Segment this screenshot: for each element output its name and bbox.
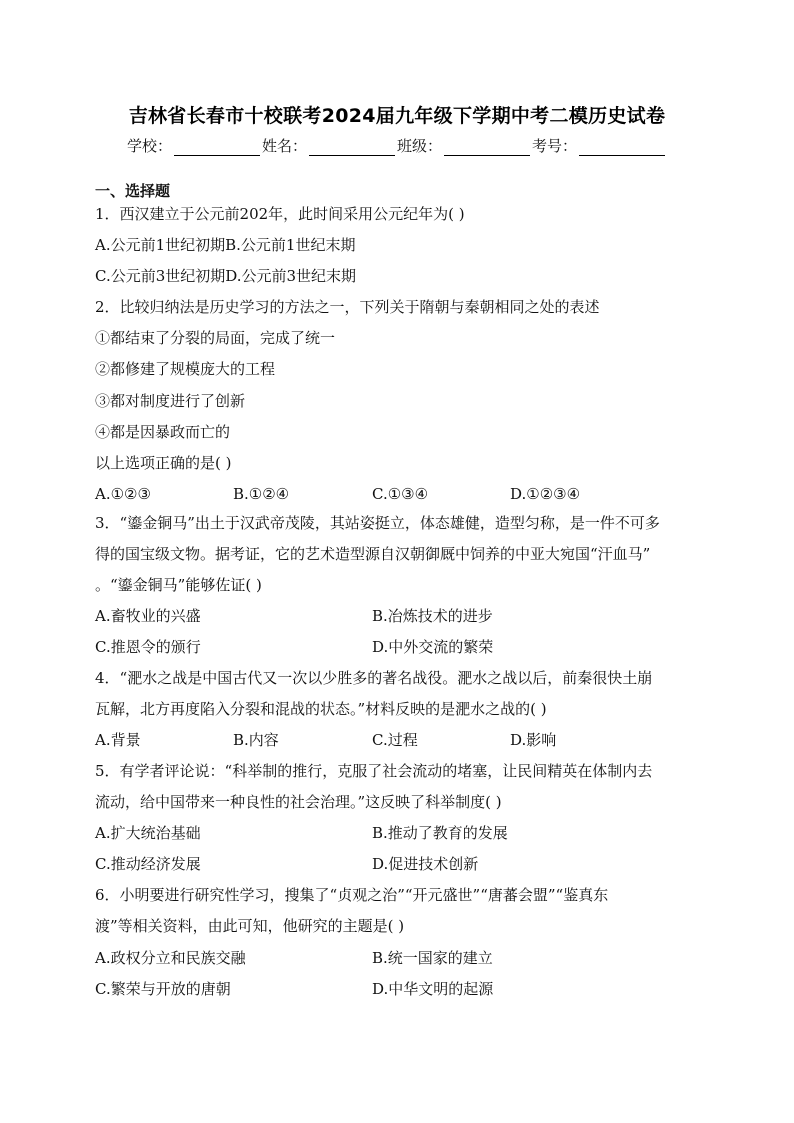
question-4-line-1: 4．“淝水之战是中国古代又一次以少胜多的著名战役。淝水之战以后，前秦很快土崩: [95, 669, 653, 687]
question-1-options-ab: A.公元前1世纪初期B.公元前1世纪末期: [95, 236, 356, 254]
question-3-line-2: 得的国宝级文物。据考证，它的艺术造型源自汉朝御厩中饲养的中亚大宛国“汗血马”: [95, 545, 651, 563]
exam-title: 吉林省长春市十校联考2024届九年级下学期中考二模历史试卷: [128, 105, 666, 127]
question-6-option-c[interactable]: C.繁荣与开放的唐朝: [95, 980, 231, 998]
name-label: 姓名：: [261, 137, 307, 155]
student-info-row: [0, 135, 794, 156]
question-6-line-1: 6．小明要进行研究性学习，搜集了“贞观之治”“开元盛世”“唐蕃会盟”“鉴真东: [95, 886, 609, 904]
question-5-line-1: 5．有学者评论说：“科举制的推行，克服了社会流动的堵塞，让民间精英在体制内去: [95, 762, 653, 780]
question-5-option-d[interactable]: D.促进技术创新: [372, 855, 479, 873]
question-2-stem: 2．比较归纳法是历史学习的方法之一，下列关于隋朝与秦朝相同之处的表述: [95, 298, 600, 316]
question-2-statement-2: ②都修建了规模庞大的工程: [95, 360, 276, 378]
question-2-option-c[interactable]: C.①③④: [372, 485, 429, 503]
question-5-option-c[interactable]: C.推动经济发展: [95, 855, 201, 873]
question-5-option-b[interactable]: B.推动了教育的发展: [372, 824, 508, 842]
question-6-option-b[interactable]: B.统一国家的建立: [372, 949, 493, 967]
question-6-option-d[interactable]: D.中华文明的起源: [372, 980, 494, 998]
question-3-line-1: 3．“鎏金铜马”出土于汉武帝茂陵，其站姿挺立，体态雄健，造型匀称，是一件不可多: [95, 514, 660, 532]
number-field[interactable]: [532, 135, 665, 156]
name-blank[interactable]: [309, 138, 395, 156]
section-heading: 一、选择题: [95, 182, 171, 200]
question-3-option-b[interactable]: B.冶炼技术的进步: [372, 607, 493, 625]
question-5-line-2: 流动，给中国带来一种良性的社会治理。”这反映了科举制度( ): [95, 793, 502, 811]
question-3-option-d[interactable]: D.中外交流的繁荣: [372, 638, 494, 656]
question-3-line-3: 。“鎏金铜马”能够佐证( ): [95, 576, 262, 594]
question-2-statement-3: ③都对制度进行了创新: [95, 392, 246, 410]
class-label: 班级：: [397, 137, 443, 155]
question-4-option-d[interactable]: D.影响: [510, 731, 557, 749]
question-1-options-cd: C.公元前3世纪初期D.公元前3世纪末期: [95, 267, 357, 285]
question-4-option-b[interactable]: B.内容: [233, 731, 279, 749]
number-blank[interactable]: [579, 138, 665, 156]
school-blank[interactable]: [174, 138, 260, 156]
question-4-line-2: 瓦解，北方再度陷入分裂和混战的状态。”材料反映的是淝水之战的( ): [95, 700, 547, 718]
question-4-option-c[interactable]: C.过程: [372, 731, 418, 749]
class-blank[interactable]: [444, 138, 530, 156]
question-2-statement-1: ①都结束了分裂的局面，完成了统一: [95, 329, 336, 347]
question-2-option-d[interactable]: D.①②③④: [510, 485, 581, 503]
question-1-stem: 1．西汉建立于公元前202年，此时间采用公元纪年为( ): [95, 205, 465, 223]
question-2-statement-4: ④都是因暴政而亡的: [95, 423, 231, 441]
question-6-option-a[interactable]: A.政权分立和民族交融: [95, 949, 246, 967]
question-2-option-b[interactable]: B.①②④: [233, 485, 290, 503]
class-field[interactable]: [397, 135, 530, 156]
question-2-option-a[interactable]: A.①②③: [95, 485, 151, 503]
school-field[interactable]: [127, 135, 260, 156]
question-3-option-c[interactable]: C.推恩令的颁行: [95, 638, 201, 656]
school-label: 学校：: [126, 137, 172, 155]
question-4-option-a[interactable]: A.背景: [95, 731, 141, 749]
question-2-ask: 以上选项正确的是( ): [95, 454, 232, 472]
number-label: 考号：: [532, 137, 578, 155]
question-5-option-a[interactable]: A.扩大统治基础: [95, 824, 201, 842]
name-field[interactable]: [262, 135, 395, 156]
question-3-option-a[interactable]: A.畜牧业的兴盛: [95, 607, 201, 625]
question-6-line-2: 渡”等相关资料，由此可知，他研究的主题是( ): [95, 917, 405, 935]
